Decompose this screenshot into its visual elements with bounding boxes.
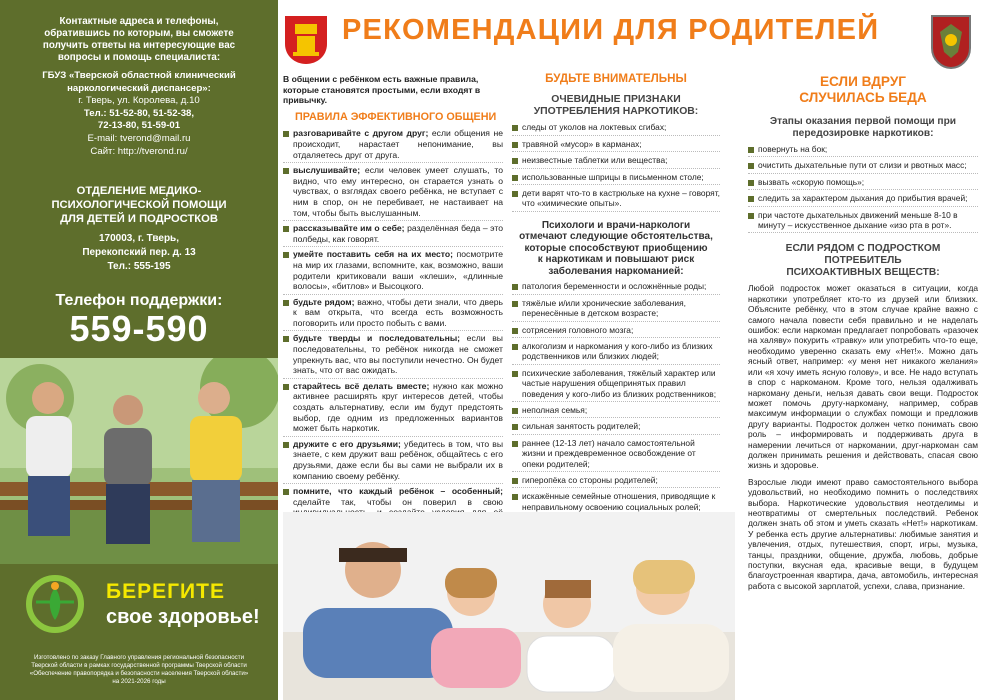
rule-text: убедитесь в том, что вы знаете, с кем дружит ваш ребёнок, общайтесь с его друзьями, даже если бы вы сами не выбрали их в компанию своему ребёнку. xyxy=(293,438,503,481)
rule-key: умейте поставить себя на их место; xyxy=(293,249,453,260)
rule-key: выслушивайте; xyxy=(293,165,361,176)
rule-text: посмотрите на мир их глазами, вспомните, как, возможно, ваши родители критиковали ваши «клеши», «длинные волосы», «битлов» и Высоцкого. xyxy=(293,249,503,292)
contacts-intro-line: получить ответы на интересующие вас xyxy=(42,40,236,51)
org-name-line: ГБУЗ «Тверской областной клинический xyxy=(42,70,236,81)
page-title: РЕКОМЕНДАЦИИ ДЛЯ РОДИТЕЛЕЙ xyxy=(342,14,880,46)
rule-text: сделайте так, чтобы он поверил в свою xyxy=(293,496,503,507)
footer-line: «Обеспечение правопорядка и безопасности населения Тверской области» xyxy=(29,670,249,677)
first-aid-step: вызвать «скорую помощь»; xyxy=(748,177,978,190)
sidebar xyxy=(0,0,278,700)
contacts-intro-line: обратившись по которым, вы сможете xyxy=(44,28,234,39)
sign-item: дети варят что-то в кастрюльке на кухне – говорят, что «химические опыты». xyxy=(512,188,720,212)
signs-subheading-line: УПОТРЕБЛЕНИЯ НАРКОТИКОВ: xyxy=(533,106,699,118)
org-phones: 72-13-80, 51-59-01 xyxy=(97,120,181,132)
rule-text: нужно как можно активнее расширять круг интересов детей, чтобы создать альтернативу, если им будут предстоять выбор, где одним из предложенных вариантов может быть наркотик. xyxy=(293,380,503,434)
rule-item xyxy=(283,249,503,294)
risks-subheading-line: которые способствуют приобщению xyxy=(524,242,708,254)
peer-subheading-line: ПСИХОАКТИВНЫХ ВЕЩЕСТВ: xyxy=(786,267,940,279)
signs-list xyxy=(512,122,720,211)
risk-item: неполная семья; xyxy=(512,405,720,418)
dept-address-line: Тел.: 555-195 xyxy=(107,261,171,272)
slogan-line-2: свое здоровье! xyxy=(106,606,260,628)
rules-heading: ПРАВИЛА ЭФФЕКТИВНОГО ОБЩЕНИ xyxy=(295,110,497,123)
first-aid-step: при частоте дыхательных движений меньше 8-10 в минуту – искусственное дыхание «изо рта в рот». xyxy=(748,210,978,234)
trouble-heading-line: СЛУЧИЛАСЬ БЕДА xyxy=(799,90,927,105)
risk-item: искажённые семейные отношения, приводящие к неправильному освоению социальных ролей; xyxy=(512,491,720,515)
tver-emblem-icon xyxy=(283,14,329,66)
dept-name-line: ДЛЯ ДЕТЕЙ И ПОДРОСТКОВ xyxy=(60,213,218,225)
peer-subheading-line: ПОТРЕБИТЕЛЬ xyxy=(824,255,902,267)
risk-item: раннее (12-13 лет) начало самостоятельной жизни и преждевременное освобождение от опеки родителей; xyxy=(512,438,720,472)
rule-item xyxy=(283,128,503,163)
rule-key: помните, что каждый ребёнок – особенный; xyxy=(293,486,503,497)
security-badge-icon xyxy=(930,14,972,70)
attentive-heading: БУДЬТЕ ВНИМАТЕЛЬНЫ xyxy=(545,72,687,85)
org-phones: Тел.: 51-52-80, 51-52-38, xyxy=(83,107,195,119)
org-name-line: наркологический диспансер»: xyxy=(67,82,211,94)
rule-item xyxy=(283,333,503,378)
rule-key: будьте тверды и последовательны; xyxy=(293,333,461,344)
peer-subheading-line: ЕСЛИ РЯДОМ С ПОДРОСТКОМ xyxy=(785,243,941,255)
first-aid-step: очистить дыхательные пути от слизи и рвотных масс; xyxy=(748,160,978,173)
family-photo xyxy=(283,512,735,700)
health-logo-icon xyxy=(22,574,88,634)
risk-item: сотрясения головного мозга; xyxy=(512,325,720,338)
risks-subheading xyxy=(512,220,720,278)
risk-item: гиперопёка со стороны родителей; xyxy=(512,475,720,488)
rule-item xyxy=(283,297,503,332)
risk-item: тяжёлые и/или хронические заболевания, перенесённые в детском возрасте; xyxy=(512,298,720,322)
rule-text: важно, чтобы дети знали, что дверь к вам открыта, что всегда есть возможность поговорить или просто побыть с вами. xyxy=(293,296,503,328)
rule-key: старайтесь всё делать вместе; xyxy=(293,380,430,391)
rule-key: дружите с его друзьями; xyxy=(293,438,401,449)
risks-subheading-line: к наркотикам и повышают риск xyxy=(537,254,695,266)
risks-list xyxy=(512,281,720,542)
first-aid-list xyxy=(748,144,978,233)
rule-text: если человек умеет слушать, то видно, что ему интересно, он старается узнать о чувствах, о взглядах своего ребёнка, не вступает с ним в спор, он не перебивает, не настаивает на том, чтобы быть выслушанным. xyxy=(293,165,503,218)
rule-key: рассказывайте им о себе; xyxy=(293,223,405,234)
rule-text: если вы последовательны, то ребёнок никогда не сможет упрекнуть вас, что вы поступили нечестно. Он будет знать, что от вас ожидать. xyxy=(293,333,503,376)
risks-subheading-line: Психологи и врачи-наркологи xyxy=(541,219,691,231)
risks-subheading-line: отмечают следующие обстоятельства, xyxy=(519,231,713,243)
trouble-heading xyxy=(748,74,978,106)
rules-intro: В общении с ребёнком есть важные правила, которые становятся простыми, если входят в привычку. xyxy=(283,74,481,106)
first-aid-step: повернуть на бок; xyxy=(748,144,978,157)
sign-item: следы от уколов на локтевых сгибах; xyxy=(512,122,720,135)
signs-subheading-line: ОЧЕВИДНЫЕ ПРИЗНАКИ xyxy=(551,94,681,106)
rule-item xyxy=(283,165,503,221)
contacts-intro-line: Контактные адреса и телефоны, xyxy=(59,16,219,27)
rules-list xyxy=(283,128,503,557)
risks-subheading-line: заболевания наркоманией: xyxy=(548,265,684,277)
footer-line: Тверской области в рамках государственной программы Тверской области xyxy=(31,662,247,669)
men-on-bench-photo xyxy=(0,358,278,564)
org-email: E-mail: tverond@mail.ru xyxy=(87,132,191,144)
sidebar-footer-note xyxy=(10,654,268,686)
dept-block xyxy=(6,184,272,274)
first-aid-subheading-line: Этапы оказания первой помощи при xyxy=(769,116,957,127)
rule-key: будьте рядом; xyxy=(293,296,355,307)
dept-name-line: ОТДЕЛЕНИЕ МЕДИКО- xyxy=(76,185,202,197)
rule-item xyxy=(283,223,503,247)
rule-item xyxy=(283,381,503,437)
rule-key: разговаривайте с другом друг; xyxy=(293,128,429,139)
trouble-heading-line: ЕСЛИ ВДРУГ xyxy=(819,74,906,89)
sign-item: неизвестные таблетки или вещества; xyxy=(512,155,720,168)
dept-address-line: 170003, г. Тверь, xyxy=(99,233,179,244)
footer-line: Изготовлено по заказу Главного управления региональной безопасности xyxy=(33,654,245,661)
first-aid-step: следить за характером дыхания до прибытия врачей; xyxy=(748,193,978,206)
signs-subheading xyxy=(512,94,720,118)
rule-text: если общения не происходит, нарастает непонимание, вы отдаляетесь друг от друга. xyxy=(293,128,504,160)
dept-name-line: ПСИХОЛОГИЧЕСКОЙ ПОМОЩИ xyxy=(51,199,227,211)
sign-item: использованные шприцы в письменном столе; xyxy=(512,172,720,185)
risk-item: алкоголизм и наркомания у кого-либо из близких родственников или близких людей; xyxy=(512,341,720,365)
org-site: Сайт: http://tverond.ru/ xyxy=(90,145,188,157)
footer-line: на 2021-2026 годы xyxy=(112,678,166,685)
contacts-intro-line: вопросы и помощь специалиста: xyxy=(57,52,221,63)
peer-subheading xyxy=(748,243,978,279)
be-attentive-column xyxy=(512,74,720,550)
rule-item xyxy=(283,439,503,484)
rule-text: разделённая беда – это полбеды, как говорят. xyxy=(293,223,503,244)
risk-item: сильная занятость родителей; xyxy=(512,421,720,434)
sidebar-bottom xyxy=(0,564,278,700)
peer-paragraph: Любой подросток может оказаться в ситуации, когда наркотики употребляет кто-то из друзей или близких. Объясните ребёнку, что в этом случае крайне важно с самого начала повести себя правильно и не наделать ошибок: если наркоман предлагает попробовать «разочек на халяву» покурить «травку» или употребить что-то еще, необходимо уверенно сказать ему «Нет!». Можно дать ясный ответ, например: «у меня нет никакого желания» или «я хочу иметь ясную голову», и все. Не надо вступать в спор с наркоманом. Кроме того, нельзя одалживать наркоману деньги, нельзя давать свои вещи. Подросток может помочь другу-наркоману, например, собрав максимум информации о службах помощи и предложив другу варианты. Подросток должен четко понимать свою роль – информировать и поддерживать друга в намерении лечиться от наркомании, друг-наркоман сам должен принимать решения и действовать, спасая свою жизнь и здоровье. xyxy=(748,283,978,471)
trouble-column xyxy=(748,74,978,597)
first-aid-subheading-line: передозировке наркотиков: xyxy=(792,128,934,139)
slogan-line-1: БЕРЕГИТЕ xyxy=(106,580,225,603)
first-aid-subheading xyxy=(748,116,978,140)
support-phone-label: Телефон поддержки: xyxy=(55,292,223,309)
dept-address-line: Перекопский пер. д. 13 xyxy=(82,247,196,258)
support-phone-number: 559-590 xyxy=(69,308,209,349)
risk-item: патология беременности и осложнённые роды; xyxy=(512,281,720,294)
sign-item: травяной «мусор» в карманах; xyxy=(512,139,720,152)
risk-item: психические заболевания, тяжёлый характер или частые нарушения общепринятых правил поведения у кого-либо из близких родственников; xyxy=(512,368,720,402)
choice-paragraph: Взрослые люди имеют право самостоятельного выбора удовольствий, но необходимо помнить о последствиях выбора. Наркотические удовольствия неотделимы и неотвратимы от смертельных последствий. Ребенок должен знать об этом и уметь сказать «Нет!» наркотикам. У ребенка есть другие альтернативы: любимые занятия и увлечения, отдых, путешествия, спорт, игры, музыка, танцы, праздники, общение, дружба, любовь, добрые поступки, вкусная еда, красивые вещи, в будущем благоустроенная квартира, дача, автомобиль, интересная работа с высокой зарплатой, успехи, слава, признание. xyxy=(748,476,978,591)
org-address: г. Тверь, ул. Королева, д.10 xyxy=(78,95,200,107)
contacts-block xyxy=(6,16,272,158)
communication-rules-column xyxy=(283,74,503,560)
